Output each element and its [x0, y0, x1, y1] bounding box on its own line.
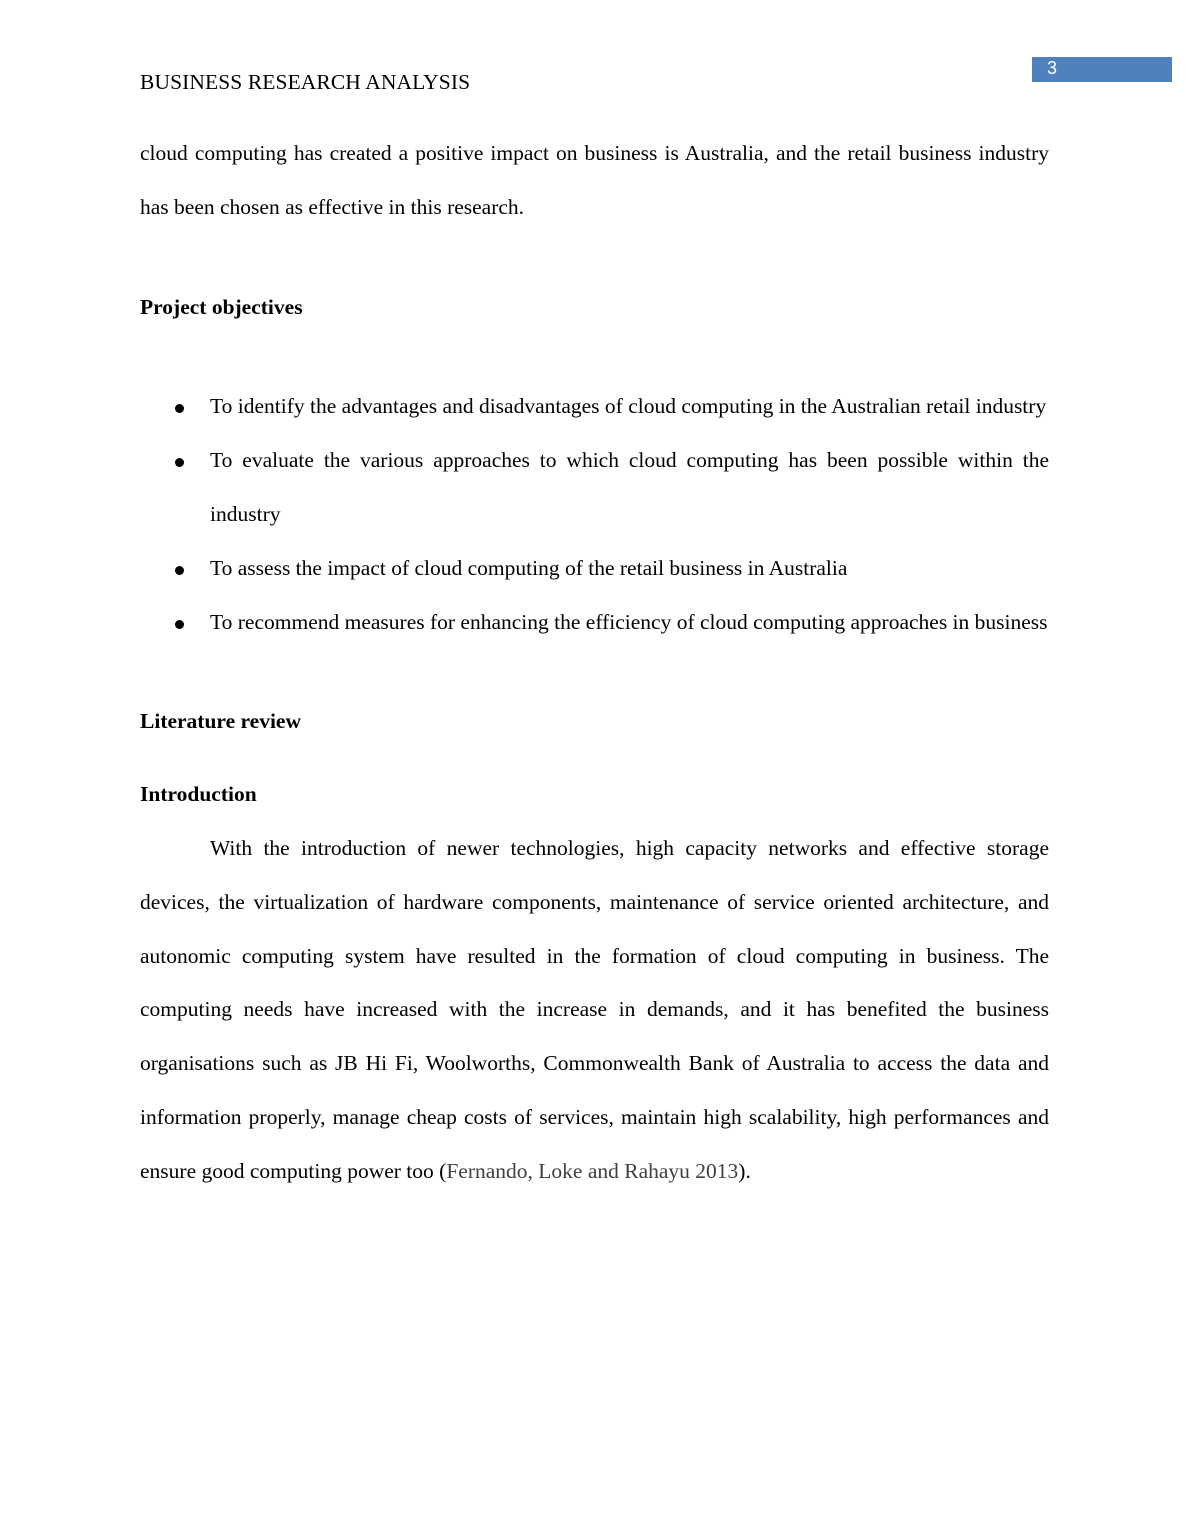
bullet-icon: [175, 620, 184, 629]
list-item: [140, 542, 1049, 596]
page-number-bar: [1032, 57, 1172, 82]
introduction-paragraph: [140, 822, 1049, 1199]
objectives-list: [140, 380, 1049, 649]
bullet-icon: [175, 458, 184, 467]
objective-text: To evaluate the various approaches to which cloud computing has been possible within the industry: [210, 448, 1049, 526]
list-item: [140, 596, 1049, 650]
bullet-icon: [175, 566, 184, 575]
intro-paragraph: cloud computing has created a positive impact on business is Australia, and the retail business industry has been chosen as effective in this research.: [140, 141, 1049, 219]
document-body: [140, 127, 1049, 1199]
paragraph-end: ).: [738, 1158, 751, 1183]
citation: Fernando, Loke and Rahayu 2013: [446, 1158, 739, 1183]
running-header: BUSINESS RESEARCH ANALYSIS: [140, 70, 471, 94]
objective-text: To assess the impact of cloud computing of the retail business in Australia: [210, 555, 848, 580]
list-item: [140, 380, 1049, 434]
objective-text: To identify the advantages and disadvantages of cloud computing in the Australian retail industry: [210, 394, 1047, 419]
list-item: [140, 434, 1049, 542]
introduction-text: With the introduction of newer technologies, high capacity networks and effective storage devices, the virtualization of hardware components, maintenance of service oriented architecture, and autonomic computing system have resulted in the formation of cloud computing in business. The computing needs have increased with the increase in demands, and it has benefited the business organisations such as JB Hi Fi, Woolworths, Commonwealth Bank of Australia to access the data and information properly, manage cheap costs of services, maintain high scalability, high performances and ensure good computing power too (: [140, 835, 1049, 1183]
objectives-heading: Project objectives: [140, 294, 303, 319]
page-number: 3: [1047, 58, 1058, 78]
literature-review-heading: Literature review: [140, 709, 301, 734]
introduction-subheading: Introduction: [140, 782, 257, 807]
bullet-icon: [175, 404, 184, 413]
objective-text: To recommend measures for enhancing the efficiency of cloud computing approaches in business: [210, 609, 1048, 634]
